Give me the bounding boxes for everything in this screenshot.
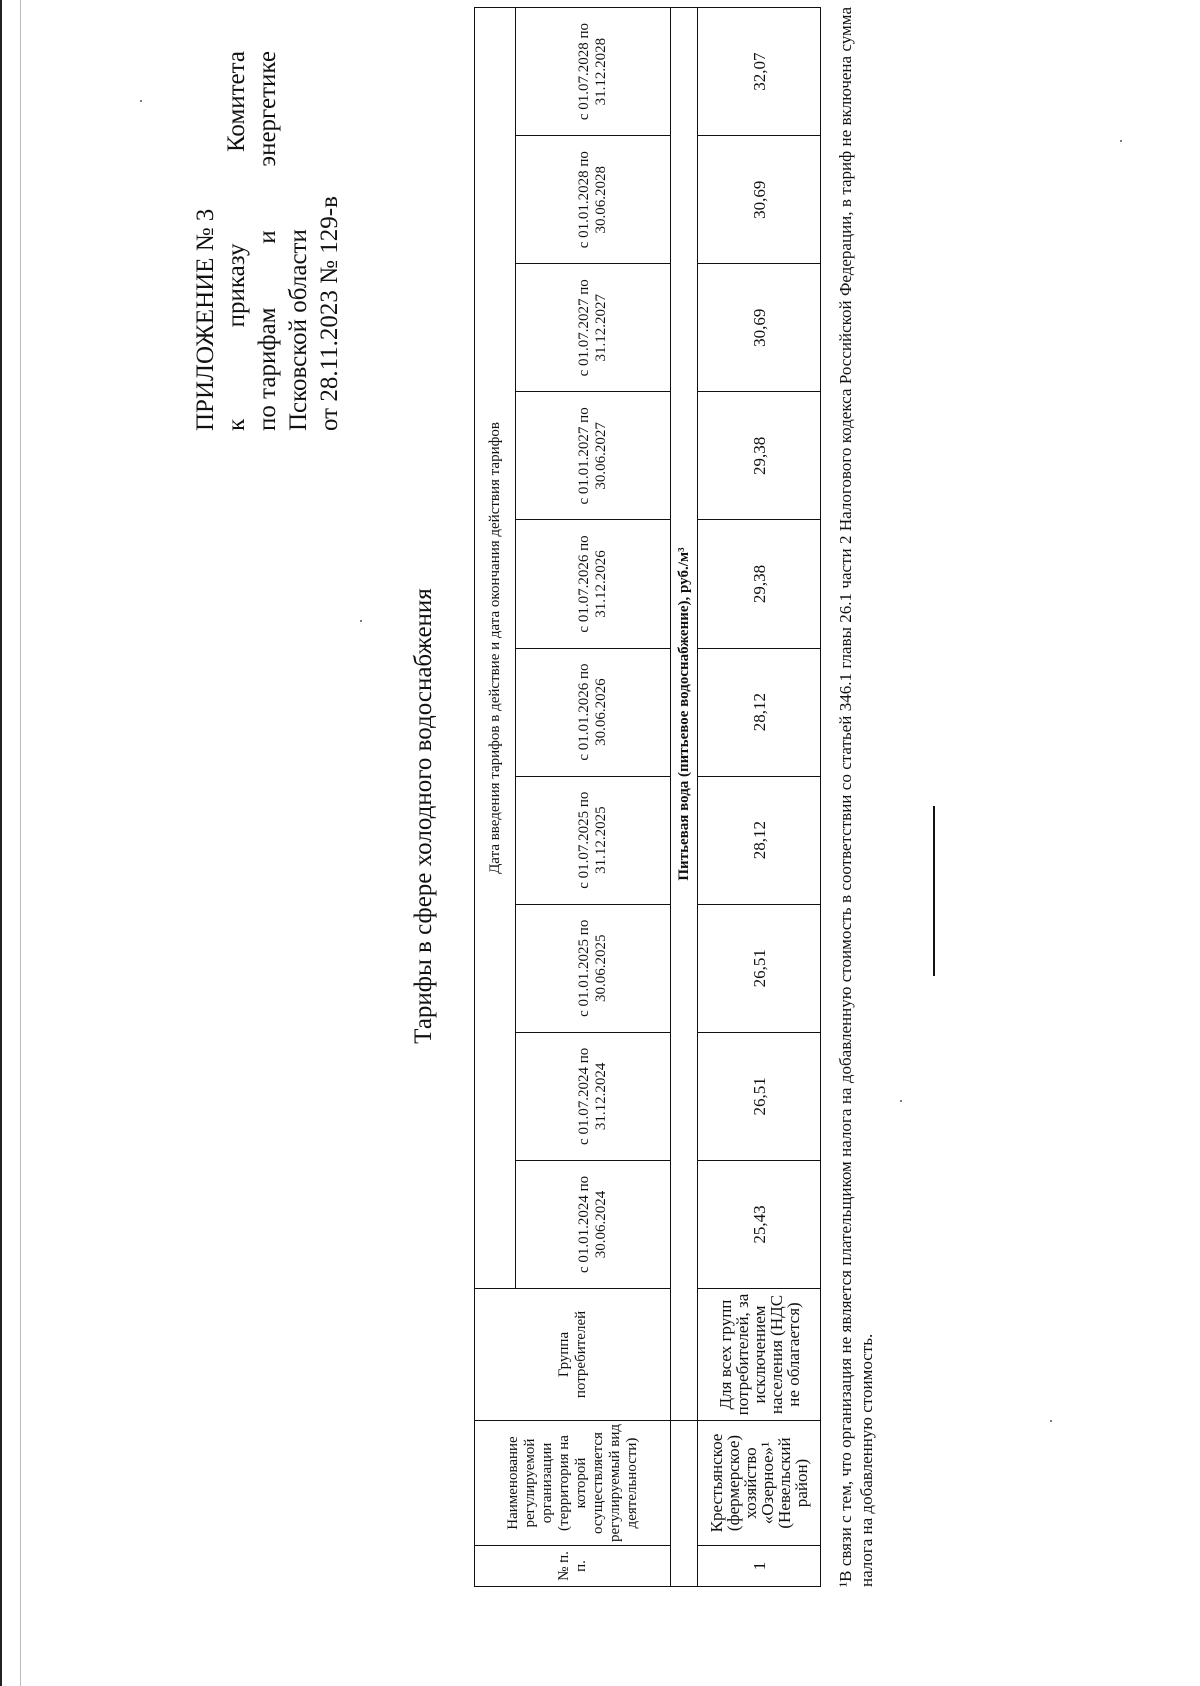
appendix-line: к приказу Комитета (223, 51, 250, 431)
period-cell: с 01.07.2026 по 31.12.2026 (516, 520, 671, 648)
tariff-value: 30,69 (698, 136, 821, 264)
tariff-value: 29,38 (698, 392, 821, 520)
period-cell: с 01.01.2024 по 30.06.2024 (516, 1160, 671, 1288)
tariff-value: 28,12 (698, 648, 821, 776)
period-cell: с 01.07.2025 по 31.12.2025 (516, 776, 671, 904)
footnote-separator (933, 806, 935, 976)
period-cell: с 01.01.2028 по 30.06.2028 (516, 136, 671, 264)
section-spacer (671, 1421, 698, 1587)
header-org: Наименование регулируемой организации (территория на которой осуществляется регулируемый вид деятельности) (475, 1421, 671, 1546)
period-cell: с 01.07.2028 по 31.12.2028 (516, 8, 671, 136)
period-cell: с 01.01.2026 по 30.06.2026 (516, 648, 671, 776)
tariff-table (474, 7, 821, 1587)
tariff-value: 26,51 (698, 904, 821, 1032)
header-no: № п. п. (475, 1546, 671, 1587)
appendix-number: ПРИЛОЖЕНИЕ № 3 (192, 208, 219, 431)
document-title: Тарифы в сфере холодного водоснабжения (410, 588, 437, 1044)
period-cell: с 01.07.2024 по 31.12.2024 (516, 1032, 671, 1160)
section-label: Питьевая вода (питьевое водоснабжение), руб./м³ (671, 8, 698, 1421)
tariff-value: 26,51 (698, 1032, 821, 1160)
tariff-value: 28,12 (698, 776, 821, 904)
tariff-value: 25,43 (698, 1160, 821, 1288)
row-group: Для всех групп потребителей, за исключением населения (НДС не облагается) (698, 1289, 821, 1421)
tariff-value: 30,69 (698, 264, 821, 392)
appendix-line: Псковской области (285, 229, 312, 431)
row-number: 1 (698, 1546, 821, 1587)
period-cell: с 01.01.2027 по 30.06.2027 (516, 392, 671, 520)
appendix-header (190, 51, 345, 431)
footnote: ¹В связи с тем, что организация не является плательщиком налога на добавленную стоимость в соответствии со статьей 346.1 главы 26.1 части 2 Налогового кодекса Российской Федерации, в тариф не включена сумма налога на добавленную стоимость. (836, 7, 876, 1587)
header-dates: Дата введения тарифов в действие и дата окончания действия тарифов (475, 8, 516, 1289)
tariff-value: 29,38 (698, 520, 821, 648)
period-cell: с 01.07.2027 по 31.12.2027 (516, 264, 671, 392)
header-group: Группа потребителей (475, 1289, 671, 1421)
appendix-line: по тарифам и энергетике (254, 51, 281, 431)
row-organization: Крестьянское (фермерское) хозяйство «Озерное»¹ (Невельский район) (698, 1421, 821, 1546)
period-cell: с 01.01.2025 по 30.06.2025 (516, 904, 671, 1032)
tariff-value: 32,07 (698, 8, 821, 136)
appendix-date: от 28.11.2023 № 129-в (316, 196, 343, 431)
